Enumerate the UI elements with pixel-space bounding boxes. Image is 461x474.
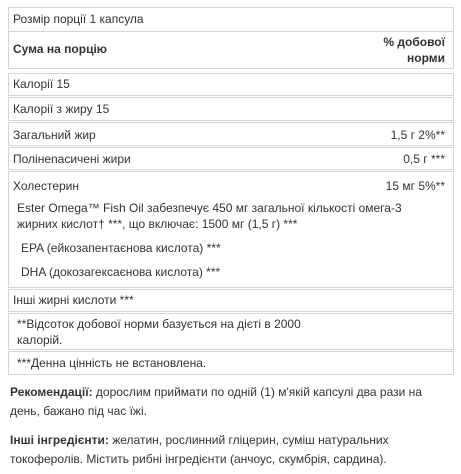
serving-size-row <box>8 7 454 32</box>
ingredients-label: Інші інгредієнти: <box>10 433 109 447</box>
calories: Калорії 15 <box>13 77 70 91</box>
ester-omega-line2: жирних кислот† ***, що включає: 1500 мг (1,5 г) *** <box>17 217 298 231</box>
amount-per-serving-header: Сума на порцію <box>13 42 108 56</box>
dha: DHA (докозагексаєнова кислота) *** <box>21 265 221 279</box>
total-fat-label: Загальний жир <box>13 128 96 142</box>
cholesterol-block <box>8 171 454 288</box>
recommendations <box>10 383 456 421</box>
recommendations-text-line1: дорослим приймати по одній (1) м'якій капсулі два рази на <box>92 385 422 399</box>
polyunsaturated-value: 0,5 г *** <box>403 152 445 166</box>
other-fatty-acids: Інші жирні кислоти *** <box>13 293 134 307</box>
total-fat-value: 1,5 г 2%** <box>390 128 445 142</box>
other-ingredients <box>10 431 456 469</box>
serving-size: Розмір порції 1 капсула <box>13 12 144 26</box>
footnote-not-established-row <box>8 351 454 375</box>
polyunsaturated-row <box>8 147 454 170</box>
ingredients-text-line1: желатин, рослинний гліцерин, суміш натуральних <box>108 433 389 447</box>
footnote-daily-value-line2: калорій. <box>17 333 63 347</box>
footnote-daily-value-row <box>8 313 454 350</box>
ingredients-text-line2: токоферолів. Містить рибні інгредієнти (анчоус, скумбрія, сардина). <box>10 452 387 466</box>
epa: EPA (ейкозапентаєнова кислота) *** <box>21 241 221 255</box>
header-row <box>8 31 454 69</box>
recommendations-text-line2: день, бажано під час їжі. <box>10 404 147 418</box>
footnote-daily-value-line1: **Відсоток добової норми базується на дієті в 2000 <box>17 317 301 331</box>
polyunsaturated-label: Полінenaсичені жири <box>13 152 131 166</box>
footnote-not-established: ***Денна цінність не встановлена. <box>17 356 207 370</box>
daily-value-header-line1: % добової <box>383 35 445 49</box>
daily-value-header-line2: норми <box>406 51 445 65</box>
recommendations-label: Рекомендації: <box>10 385 93 399</box>
cholesterol-value: 15 мг 5%** <box>385 179 445 193</box>
other-fatty-acids-row <box>8 289 454 312</box>
cholesterol-label: Холестерин <box>13 179 79 193</box>
calories-fat-row <box>8 97 454 121</box>
calories-from-fat: Калорії з жиру 15 <box>13 102 110 116</box>
calories-row <box>8 73 454 96</box>
ester-omega-line1: Ester Omega™ Fish Oil забезпечує 450 мг загальної кількості омега-3 <box>17 201 402 215</box>
total-fat-row <box>8 122 454 146</box>
